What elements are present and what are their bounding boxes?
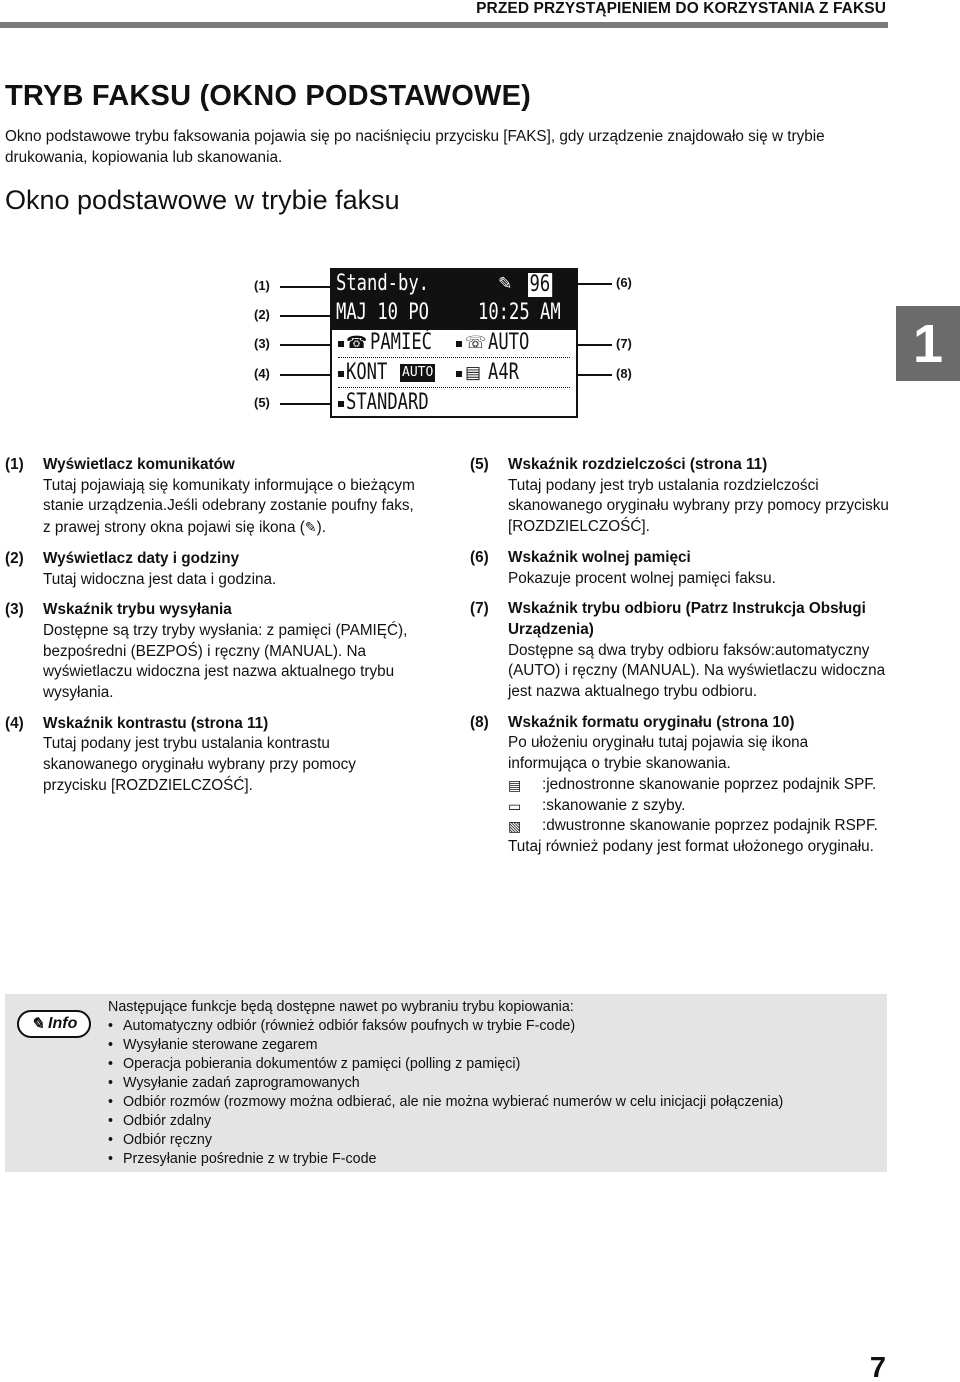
lcd-bullet: [338, 401, 344, 407]
callout-4: (4): [254, 366, 270, 381]
callout-8: (8): [616, 366, 632, 381]
lcd-receive-mode: AUTO: [488, 330, 530, 355]
lcd-bullet: [456, 371, 462, 377]
info-list-item: • Odbiór zdalny: [108, 1112, 878, 1131]
lcd-status: Stand-by.: [336, 271, 429, 296]
info-list-item: • Operacja pobierania dokumentów z pamięci (polling z pamięci): [108, 1055, 878, 1074]
description-item-5: [470, 455, 890, 538]
item-number: (1): [5, 456, 24, 473]
callout-1: (1): [254, 278, 270, 293]
lcd-bullet: [338, 371, 344, 377]
item-number: (5): [470, 456, 489, 473]
rspf-icon: ▧: [508, 818, 522, 835]
pencil-icon: ✎: [30, 1016, 45, 1033]
chapter-tab: 1: [896, 306, 960, 381]
lcd-date: MAJ 10 PO: [336, 300, 429, 325]
description-item-8: [470, 713, 890, 858]
intro-paragraph: Okno podstawowe trybu faksowania pojawia się po naciśnięciu przycisku [FAKS], gdy urządzenie znajdowało się w trybie drukowania, kopiowania lub skanowania.: [5, 128, 825, 166]
phone-icon: ☎: [346, 333, 368, 352]
lcd-send-mode: PAMIEĆ: [370, 330, 432, 355]
item-number: (2): [5, 549, 24, 567]
info-list-item: • Odbiór rozmów (rozmowy można odbierać, ale nie można wybierać numerów w celu inicjacji połączenia): [108, 1093, 878, 1112]
info-list-item: • Automatyczny odbiór (również odbiór faksów poufnych w trybie F-code): [108, 1017, 878, 1036]
original-mode-glass: [508, 796, 890, 817]
section-subheading: Okno podstawowe w trybie faksu: [5, 185, 400, 215]
callout-6: (6): [616, 275, 632, 290]
info-list-item: • Odbiór ręczny: [108, 1131, 878, 1150]
info-list-item: • Wysyłanie sterowane zegarem: [108, 1036, 878, 1055]
callout-line-3: [280, 344, 334, 346]
original-mode-text: :dwustronne skanowanie poprzez podajnik RSPF.: [542, 817, 878, 835]
description-item-6: [470, 548, 890, 589]
info-list-item: • Przesyłanie pośrednie z w trybie F-code: [108, 1150, 878, 1169]
item-title: Wskaźnik rozdzielczości (strona 11): [508, 456, 768, 473]
item-number: (8): [470, 713, 489, 731]
callout-line-1: [280, 286, 330, 288]
item-number: (6): [470, 548, 489, 566]
item-title: Wskaźnik trybu wysyłania: [43, 601, 232, 619]
item-number: (3): [5, 601, 24, 619]
item-text: Tutaj podany jest tryb ustalania rozdzielczości skanowanego oryginału wybrany przy pomocy przycisku [ROZDZIELCZOŚĆ].: [508, 476, 889, 536]
lcd-time: 10:25 AM: [478, 300, 561, 325]
item-text: Tutaj widoczna jest data i godzina.: [43, 570, 277, 588]
description-item-7: [470, 599, 890, 703]
callout-line-5: [280, 403, 334, 405]
item-text: Tutaj podany jest trybu ustalania kontrastu skanowanego oryginału wybrany przy pomocy przycisku [ROZDZIELCZOŚĆ].: [43, 735, 356, 794]
original-mode-text: :skanowanie z szyby.: [542, 796, 686, 814]
description-item-2: [5, 549, 415, 590]
callout-line-6: [578, 283, 612, 285]
description-column-right: [470, 455, 890, 868]
item-text-end: ).: [316, 519, 326, 537]
lcd-original-size: A4R: [488, 360, 520, 385]
item-text-after: Tutaj również podany jest format ułożonego oryginału.: [508, 837, 874, 855]
confidential-fax-icon: ✎: [498, 274, 513, 293]
item-title: Wyświetlacz daty i godziny: [43, 549, 240, 567]
lcd-bullet: [456, 341, 462, 347]
lcd-divider: [338, 357, 570, 358]
callout-line-2: [280, 315, 330, 317]
item-title: Wskaźnik trybu odbioru (Patrz Instrukcja Obsługi Urządzenia): [508, 600, 866, 638]
callout-7: (7): [616, 336, 632, 351]
info-intro: Następujące funkcje będą dostępne nawet po wybraniu trybu kopiowania:: [108, 999, 574, 1015]
lcd-contrast-value: AUTO: [402, 365, 434, 380]
info-content: [108, 998, 878, 1169]
description-item-1: [5, 455, 415, 539]
callout-line-4: [280, 374, 334, 376]
item-text: Dostępne są trzy tryby wysłania: z pamięci (PAMIĘĆ), bezpośredni (BEZPOŚ) i ręczny (MANUAL). Na wyświetlaczu widoczna jest nazwa aktualnego trybu wysyłania.: [43, 621, 408, 702]
running-header: PRZED PRZYSTĄPIENIEM DO KORZYSTANIA Z FAKSU: [476, 0, 886, 17]
lcd-resolution: STANDARD: [346, 390, 429, 415]
item-text: [43, 476, 415, 539]
lcd-memory-unit: %: [560, 273, 567, 284]
info-box: [5, 994, 887, 1172]
callout-3: (3): [254, 336, 270, 351]
spf-icon: ▤: [465, 363, 482, 382]
page-number: 7: [869, 1352, 886, 1382]
item-text: Po ułożeniu oryginału tutaj pojawia się ikona informująca o trybie skanowania.: [508, 734, 809, 773]
description-column-left: [5, 455, 415, 807]
lcd-screen: [330, 268, 578, 418]
glass-icon: ▭: [508, 797, 522, 814]
description-item-3: [5, 600, 415, 704]
callout-5: (5): [254, 395, 270, 410]
item-text-body: Tutaj pojawiają się komunikaty informujące o bieżącym stanie urządzenia.Jeśli odebrany zostanie poufny faks, z prawej strony okna pojawi się ikona (: [43, 476, 415, 537]
item-title: Wskaźnik wolnej pamięci: [508, 548, 691, 566]
spf-icon: ▤: [508, 776, 522, 793]
page-title: TRYB FAKSU (OKNO PODSTAWOWE): [5, 80, 531, 112]
info-list-item: • Wysyłanie zadań zaprogramowanych: [108, 1074, 878, 1093]
callout-2: (2): [254, 307, 270, 322]
lcd-contrast-label: KONT: [346, 360, 388, 385]
item-text: Pokazuje procent wolnej pamięci faksu.: [508, 569, 776, 587]
lcd-bullet: [338, 341, 344, 347]
original-mode-text: :jednostronne skanowanie poprzez podajnik SPF.: [542, 775, 877, 793]
original-mode-spf: [508, 775, 890, 796]
item-text: Dostępne są dwa tryby odbioru faksów:automatyczny (AUTO) i ręczny (MANUAL). Na wyświetlaczu widoczna jest nazwa aktualnego trybu odbioru.: [508, 641, 886, 701]
item-title: Wyświetlacz komunikatów: [43, 456, 235, 473]
info-badge: [17, 1010, 91, 1038]
header-rule: [0, 22, 888, 28]
description-item-4: [5, 714, 415, 797]
lcd-memory: 96: [529, 272, 551, 297]
original-mode-rspf: [508, 816, 890, 837]
item-number: (4): [5, 714, 24, 732]
item-title: Wskaźnik kontrastu (strona 11): [43, 714, 269, 732]
info-list: [108, 1017, 878, 1169]
lcd-divider: [338, 387, 570, 388]
item-title: Wskaźnik formatu oryginału (strona 10): [508, 713, 795, 731]
info-badge-label: Info: [48, 1015, 78, 1032]
item-number: (7): [470, 600, 489, 618]
receive-icon: ☏: [465, 333, 487, 352]
confidential-fax-icon: ✎: [304, 519, 317, 536]
